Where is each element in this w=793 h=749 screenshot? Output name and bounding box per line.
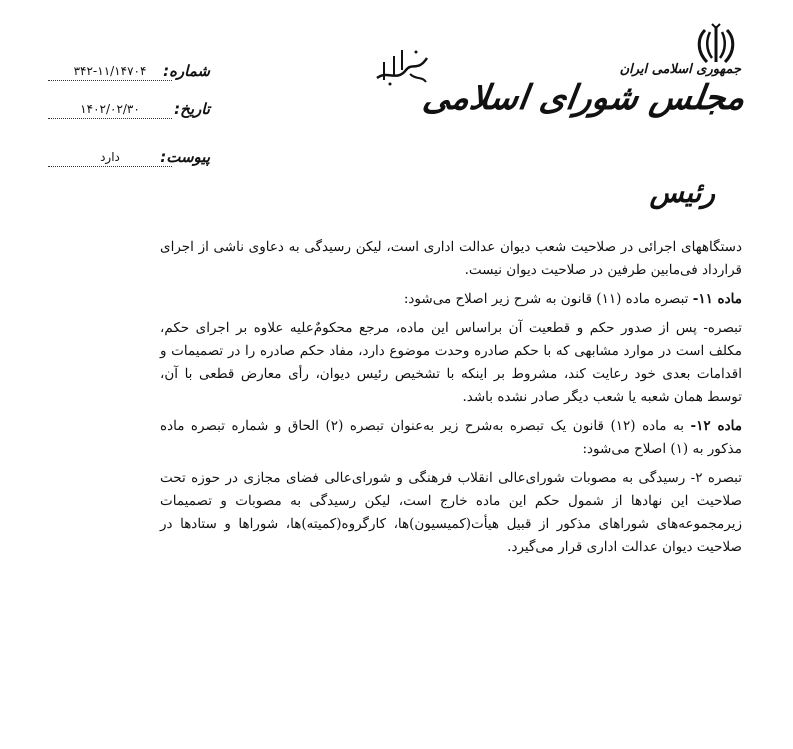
paragraph-3: تبصره- پس از صدور حکم و قطعیت آن براساس این ماده، مرجع محکومٌ‌علیه علاوه بر اجرای حکم، مکلف است در موارد مشابهی که با حکم صادره وحدت موضوع دارد، مفاد حکم صادره را در تصمیمات و اقدامات بعدی خود رعایت کند، مشروط بر اینکه با تشخیص رئیس دیوان، رأی معارض قطعی با آن، توسط همان شعبه یا شعب دیگر صادر نشده باشد. [160, 320, 742, 405]
attachment-label: پیوست: [160, 148, 210, 166]
article-12-text: به ماده (۱۲) قانون یک تبصره به‌شرح زیر به‌عنوان تبصره (۲) الحاق و شماره تبصره ماده مذکور به (۱) اصلاح می‌شود: [160, 418, 742, 457]
number-label: شماره: [163, 62, 210, 80]
letterhead [0, 0, 793, 230]
attachment-underline [48, 166, 172, 167]
org-name: مجلس شورای اسلامی [420, 78, 748, 118]
basmala-calligraphy [372, 40, 432, 88]
article-11-text: تبصره ماده (۱۱) قانون به شرح زیر اصلاح می‌شود: [403, 291, 689, 307]
article-12-heading: ماده ۱۲- [690, 418, 742, 434]
date-value: ۱۴۰۲/۰۲/۳۰ [80, 102, 140, 116]
signatory-title: رئیس [649, 176, 715, 209]
attachment-row [20, 148, 210, 172]
number-row [20, 62, 210, 86]
number-value: ۳۴۲-۱۱/۱۴۷۰۴ [73, 64, 147, 78]
date-row [20, 100, 210, 124]
attachment-value: دارد [100, 150, 120, 164]
date-label: تاریخ: [174, 100, 210, 118]
date-underline [48, 118, 172, 119]
article-11-heading: ماده ۱۱- [692, 291, 742, 307]
org-subtitle: جمهوری اسلامی ایران [619, 62, 741, 77]
number-underline [48, 80, 172, 81]
paragraph-5: تبصره ۲- رسیدگی به مصوبات شورای‌عالی انقلاب فرهنگی و شورای‌عالی فضای مجازی در حوزه تحت صلاحیت این نهادها از شمول حکم این ماده خارج است، لیکن رسیدگی به مصوبات و تصمیمات زیرمجموعه‌های شوراهای مذکور از قبیل هیأت(کمیسیون)ها، کارگروه(کمیته)ها، شوراها و ستادها در صلاحیت دیوان عدالت اداری قرار می‌گیرد. [160, 470, 742, 555]
paragraph-1: دستگاههای اجرائی در صلاحیت شعب دیوان عدالت اداری است، لیکن رسیدگی به دعاوی ناشی از اجرای قرارداد فی‌مابین طرفین در صلاحیت دیوان نیست. [160, 239, 742, 278]
letter-body [160, 236, 742, 565]
paragraph-2 [160, 288, 742, 311]
paragraph-4 [160, 415, 742, 461]
